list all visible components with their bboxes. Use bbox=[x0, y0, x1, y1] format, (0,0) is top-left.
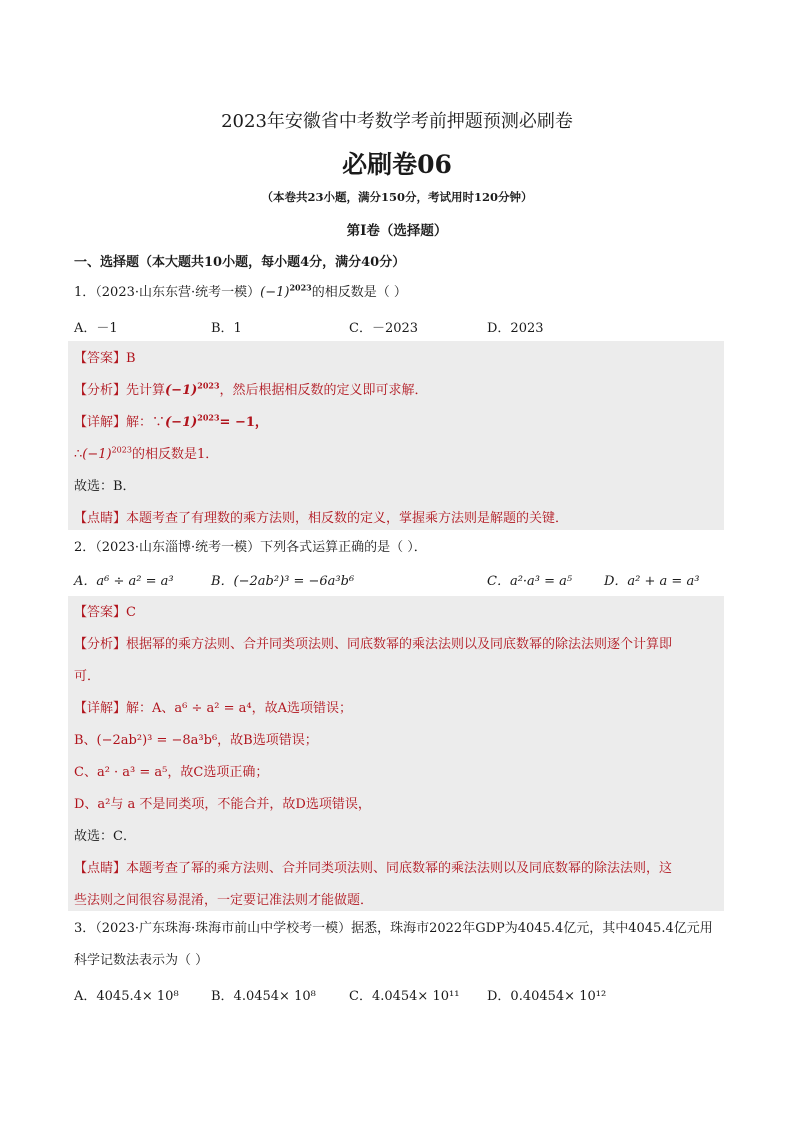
q1-answer bbox=[74, 347, 136, 366]
q1-choice: 故选：B． bbox=[74, 479, 136, 494]
q2-answer-value: C bbox=[126, 605, 136, 620]
q1-detail-post: = −1， bbox=[219, 415, 268, 430]
q2-comment bbox=[74, 857, 672, 876]
q1-math: (−1) bbox=[260, 285, 290, 300]
q2-option-c: C．a²·a³ = a⁵ bbox=[487, 574, 573, 589]
q1-analysis bbox=[74, 379, 428, 398]
question-3-stem: 3．（2023·广东珠海·珠海市前山中学校考一模）据悉，珠海市2022年GDP为4045.4亿元，其中4045.4亿元用 bbox=[74, 921, 713, 936]
q1-line2-pre: ∴ bbox=[74, 447, 83, 462]
q1-option-c: C．－2023 bbox=[349, 321, 419, 336]
q1-option-a: A．－1 bbox=[74, 321, 118, 336]
q1-comment bbox=[74, 507, 568, 526]
q1-exp: 2023 bbox=[289, 282, 312, 293]
q2-analysis bbox=[74, 633, 672, 652]
q2-detail-line4: D、a²与 a 不是同类项，不能合并，故D选项错误， bbox=[74, 797, 371, 812]
q1-detail-label: 【详解】 bbox=[74, 415, 127, 430]
q1-option-b: B．1 bbox=[211, 321, 242, 336]
q2-comment-line2: 些法则之间很容易混淆，一定要记准法则才能做题． bbox=[74, 893, 374, 908]
q2-option-d: D．a² + a = a³ bbox=[604, 574, 700, 589]
q1-solution-box bbox=[68, 341, 724, 530]
q2-analysis-line2: 可． bbox=[74, 669, 101, 684]
q3-option-a: A．4045.4× 10⁸ bbox=[74, 989, 179, 1004]
q2-option-a: A．a⁶ ÷ a² = a³ bbox=[74, 574, 174, 589]
q1-analysis-math: (−1) bbox=[165, 383, 198, 398]
section-heading: 一、选择题（本大题共10小题，每小题4分，满分40分） bbox=[74, 255, 406, 270]
q3-option-d: D．0.40454× 10¹² bbox=[487, 989, 607, 1004]
question-1-stem bbox=[74, 284, 407, 302]
q1-option-d: D．2023 bbox=[487, 321, 544, 336]
part-heading: 第Ⅰ卷（选择题） bbox=[346, 223, 448, 239]
q2-answer-label: 【答案】 bbox=[74, 605, 127, 620]
q1-detail-pre: 解：∵ bbox=[126, 415, 166, 430]
question-3-stem-line2: 科学记数法表示为（ ） bbox=[74, 953, 209, 968]
q2-choice: 故选：C． bbox=[74, 829, 136, 844]
q1-detail-math: (−1) bbox=[165, 415, 198, 430]
q2-detail-label: 【详解】 bbox=[74, 701, 127, 716]
q1-source: 1．（2023·山东东营·统考一模） bbox=[74, 285, 261, 300]
q1-analysis-pre: 先计算 bbox=[126, 383, 166, 398]
exam-title: 2023年安徽省中考数学考前押题预测必刷卷 bbox=[221, 111, 573, 132]
q1-comment-label: 【点睛】 bbox=[74, 511, 127, 526]
q1-detail-exp: 2023 bbox=[197, 412, 220, 423]
q2-detail-line3: C、a² · a³ = a⁵，故C选项正确； bbox=[74, 765, 269, 780]
q2-analysis-text: 根据幂的乘方法则、合并同类项法则、同底数幂的乘法法则以及同底数幂的除法法则逐个计算即 bbox=[126, 637, 673, 652]
q1-answer-label: 【答案】 bbox=[74, 351, 127, 366]
q1-line2-post: 的相反数是1． bbox=[131, 447, 219, 462]
exam-note: （本卷共23小题，满分150分，考试用时120分钟） bbox=[261, 190, 533, 204]
q1-suffix: 的相反数是（ ） bbox=[311, 285, 407, 300]
q3-option-c: C．4.0454× 10¹¹ bbox=[349, 989, 460, 1004]
q2-detail-line2: B、(−2ab²)³ = −8a³b⁶，故B选项错误； bbox=[74, 733, 318, 748]
q1-analysis-exp: 2023 bbox=[197, 380, 220, 391]
q3-option-b: B．4.0454× 10⁸ bbox=[211, 989, 316, 1004]
q1-answer-value: B bbox=[126, 351, 136, 366]
q1-detail bbox=[74, 411, 268, 430]
q1-analysis-label: 【分析】 bbox=[74, 383, 127, 398]
q2-detail-line1: 解：A、a⁶ ÷ a² = a⁴，故A选项错误； bbox=[126, 701, 352, 716]
q2-answer bbox=[74, 601, 136, 620]
q2-analysis-label: 【分析】 bbox=[74, 637, 127, 652]
q1-detail-line2 bbox=[74, 443, 218, 462]
q2-comment-label: 【点睛】 bbox=[74, 861, 127, 876]
q1-line2-exp: 2023 bbox=[111, 445, 132, 455]
q1-analysis-post: ，然后根据相反数的定义即可求解． bbox=[219, 383, 428, 398]
q2-option-b: B．(−2ab²)³ = −6a³b⁶ bbox=[211, 574, 355, 589]
q1-line2-math: (−1) bbox=[82, 447, 112, 462]
paper-subtitle: 必刷卷06 bbox=[342, 150, 452, 179]
q2-comment-text: 本题考查了幂的乘方法则、合并同类项法则、同底数幂的乘法法则以及同底数幂的除法法则，这 bbox=[126, 861, 673, 876]
q1-comment-text: 本题考查了有理数的乘方法则，相反数的定义，掌握乘方法则是解题的关键． bbox=[126, 511, 569, 526]
question-2-stem: 2．（2023·山东淄博·统考一模）下列各式运算正确的是（ ）． bbox=[74, 540, 427, 555]
q2-detail bbox=[74, 697, 352, 716]
